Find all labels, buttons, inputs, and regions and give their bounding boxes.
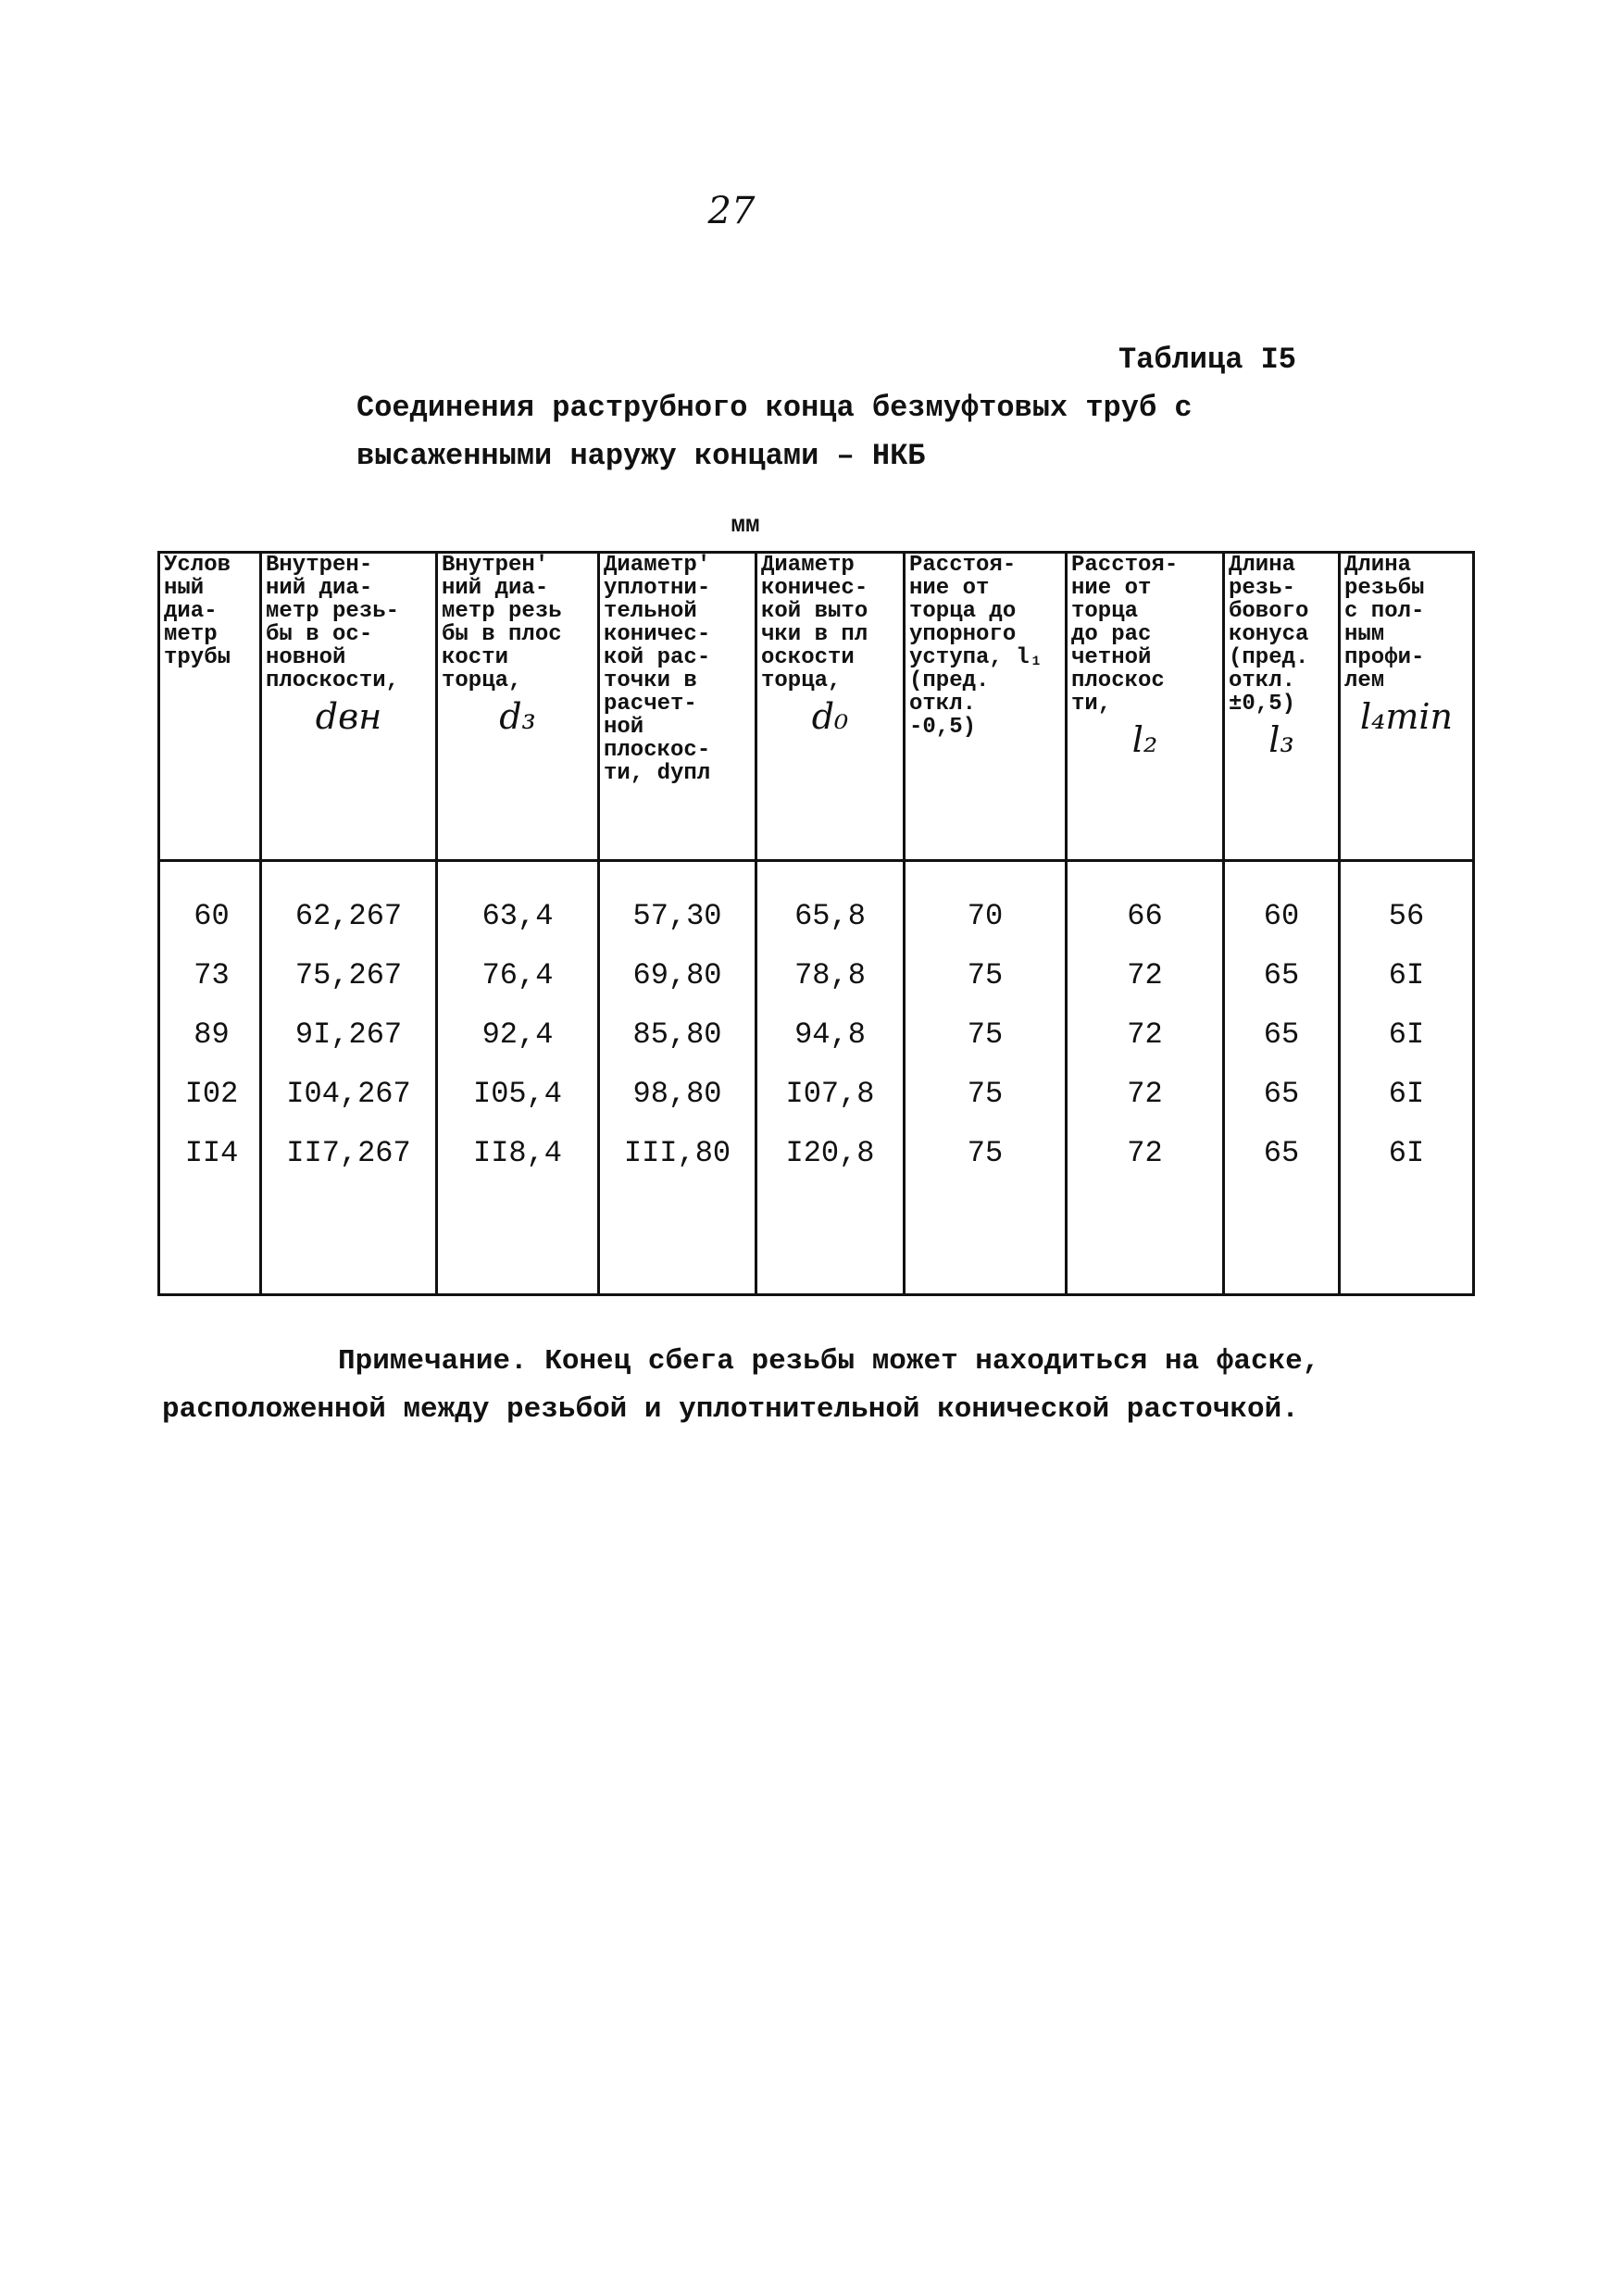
table-cell: 70	[905, 861, 1067, 946]
table-title-line-1: Соединения раструбного конца безмуфтовых труб с	[356, 391, 1193, 425]
table-cell: 9I,267	[261, 1004, 437, 1064]
header-inner-diameter-main-plane-symbol: dвн	[315, 696, 382, 737]
table-cell: 63,4	[437, 861, 599, 946]
table-cell: 72	[1067, 945, 1224, 1004]
table-note	[162, 1338, 1458, 1434]
table-cell-empty	[159, 1182, 261, 1295]
table-cell: 60	[159, 861, 261, 946]
header-full-profile-thread-length-text: Длина резьбы с пол- ным профи- лем	[1344, 553, 1425, 693]
header-thread-cone-length	[1224, 553, 1340, 861]
table-cell: 75,267	[261, 945, 437, 1004]
table-cell-empty	[1340, 1182, 1474, 1295]
header-full-profile-thread-length-symbol: l₄min	[1359, 696, 1454, 737]
table-row-blank	[159, 1182, 1474, 1295]
header-inner-diameter-main-plane-text: Внутрен- ний диа- метр резь- бы в ос- новной плоскости,	[266, 553, 400, 693]
page-number: 27	[707, 190, 756, 232]
table-cell: I20,8	[756, 1123, 905, 1182]
table-cell: 75	[905, 1004, 1067, 1064]
table-cell: I02	[159, 1064, 261, 1123]
table-cell: 60	[1224, 861, 1340, 946]
table-row	[159, 1004, 1474, 1064]
header-distance-to-design-plane-symbol: l₂	[1131, 719, 1158, 760]
header-inner-diameter-main-plane	[261, 553, 437, 861]
table-cell: 65,8	[756, 861, 905, 946]
table-cell-empty	[599, 1182, 756, 1295]
table-cell: III,80	[599, 1123, 756, 1182]
table-cell: I07,8	[756, 1064, 905, 1123]
header-full-profile-thread-length	[1340, 553, 1474, 861]
table-header-row	[159, 553, 1474, 861]
table-cell-empty	[756, 1182, 905, 1295]
table-cell: I04,267	[261, 1064, 437, 1123]
note-line-1: Примечание. Конец сбега резьбы может находиться на фаске,	[338, 1345, 1320, 1378]
table-cell: 94,8	[756, 1004, 905, 1064]
table-row	[159, 861, 1474, 946]
table-cell-empty	[1067, 1182, 1224, 1295]
table-cell: 62,267	[261, 861, 437, 946]
table-cell: II7,267	[261, 1123, 437, 1182]
table-cell: 6I	[1340, 1123, 1474, 1182]
header-distance-to-design-plane-text: Расстоя- ние от торца до рас четной плоскос ти,	[1071, 553, 1179, 717]
header-conical-recess-diameter	[756, 553, 905, 861]
header-inner-diameter-end-plane-text: Внутрен' ний диа- метр резь бы в плос кости торца,	[442, 553, 562, 693]
header-thread-cone-length-text: Длина резь- бового конуса (пред. откл. ±0,5)	[1229, 553, 1309, 717]
header-conical-recess-diameter-text: Диаметр коничес- кой выто чки в пл оскости торца,	[761, 553, 868, 693]
table-cell: 92,4	[437, 1004, 599, 1064]
header-nominal-diameter-text: Услов ный диа- метр трубы	[164, 553, 231, 670]
header-distance-to-shoulder-text: Расстоя- ние от торца до упорного уступа, l₁ (пред. откл. -0,5)	[909, 553, 1043, 740]
table-cell: 89	[159, 1004, 261, 1064]
units-label: мм	[731, 511, 760, 539]
table-cell: 75	[905, 1123, 1067, 1182]
table-cell: 57,30	[599, 861, 756, 946]
table-cell: 73	[159, 945, 261, 1004]
table-cell-empty	[261, 1182, 437, 1295]
header-nominal-diameter	[159, 553, 261, 861]
table-cell: 75	[905, 1064, 1067, 1123]
table-cell: 78,8	[756, 945, 905, 1004]
header-inner-diameter-end-plane	[437, 553, 599, 861]
table-label: Таблица I5	[1118, 343, 1296, 377]
table-cell: II4	[159, 1123, 261, 1182]
table-cell: 72	[1067, 1064, 1224, 1123]
table-cell: 85,80	[599, 1004, 756, 1064]
table-cell: 6I	[1340, 1004, 1474, 1064]
table-row	[159, 1123, 1474, 1182]
header-distance-to-shoulder	[905, 553, 1067, 861]
table-cell: 72	[1067, 1004, 1224, 1064]
table-cell-empty	[437, 1182, 599, 1295]
header-thread-cone-length-symbol: l₃	[1268, 719, 1294, 760]
table-cell: 6I	[1340, 1064, 1474, 1123]
table-cell: 56	[1340, 861, 1474, 946]
table-cell-empty	[905, 1182, 1067, 1295]
header-conical-recess-diameter-symbol: d₀	[811, 696, 849, 737]
header-seal-bore-diameter-text: Диаметр' уплотни- тельной коничес- кой рас- точки в расчет- ной плоскос- ти, dупл	[604, 553, 711, 786]
table-cell: 65	[1224, 945, 1340, 1004]
table-cell: II8,4	[437, 1123, 599, 1182]
table-title	[356, 384, 1282, 480]
table-cell: 76,4	[437, 945, 599, 1004]
table-cell: 65	[1224, 1123, 1340, 1182]
table-cell: 65	[1224, 1064, 1340, 1123]
table-cell: 75	[905, 945, 1067, 1004]
table-cell: 98,80	[599, 1064, 756, 1123]
table-cell: 65	[1224, 1004, 1340, 1064]
note-line-2: расположенной между резьбой и уплотнительной конической расточкой.	[162, 1393, 1299, 1426]
header-inner-diameter-end-plane-symbol: d₃	[499, 696, 536, 737]
table-cell-empty	[1224, 1182, 1340, 1295]
dimensions-table	[157, 551, 1475, 1296]
table-cell: 6I	[1340, 945, 1474, 1004]
table-cell: 66	[1067, 861, 1224, 946]
table-row	[159, 945, 1474, 1004]
table-cell: I05,4	[437, 1064, 599, 1123]
table-cell: 72	[1067, 1123, 1224, 1182]
table-row	[159, 1064, 1474, 1123]
table-cell: 69,80	[599, 945, 756, 1004]
header-seal-bore-diameter	[599, 553, 756, 861]
header-distance-to-design-plane	[1067, 553, 1224, 861]
table-title-line-2: высаженными наружу концами – НКБ	[356, 439, 926, 473]
